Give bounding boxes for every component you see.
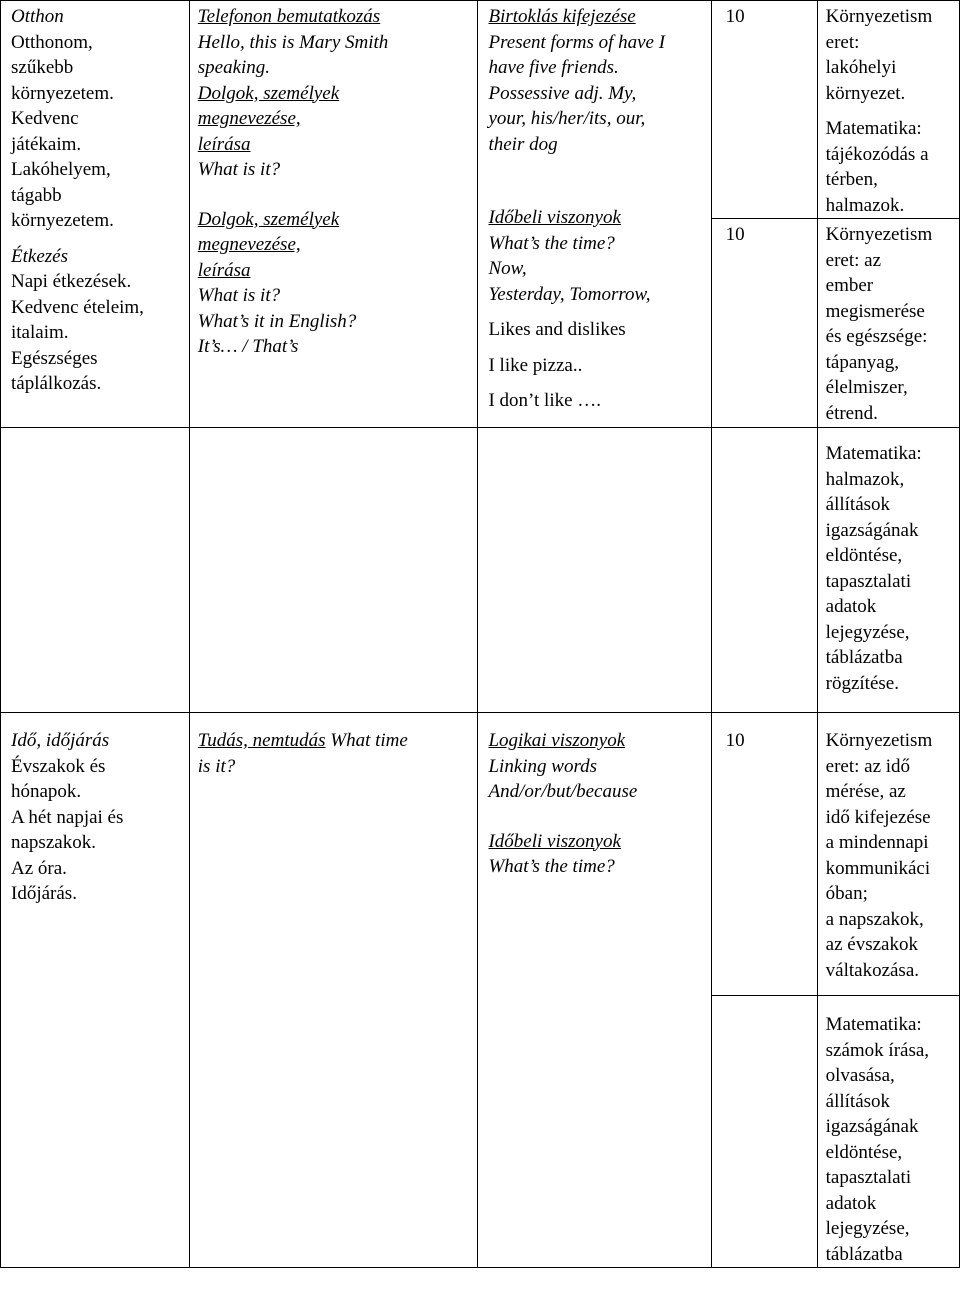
topic-line: A hét napjai és bbox=[11, 806, 124, 828]
cross-line: környezet. bbox=[825, 82, 906, 104]
cross-line: : bbox=[916, 1014, 922, 1035]
grammar-line: Yesterday, Tomorrow, bbox=[488, 283, 651, 305]
grammar-line: their dog bbox=[488, 133, 558, 155]
grammar-line: I like pizza.. bbox=[488, 354, 583, 376]
grammar-line: And/or/but/because bbox=[488, 781, 638, 802]
subject-label: Környezetism bbox=[825, 224, 933, 245]
empty-cell bbox=[189, 428, 478, 713]
cross-line: táblázatba bbox=[825, 647, 903, 668]
subject-label: eret: bbox=[825, 31, 860, 53]
cross-line: az bbox=[859, 249, 882, 271]
cross-curricular-cell bbox=[817, 996, 959, 1268]
cross-line: idő kifejezése bbox=[825, 806, 931, 828]
cross-curricular-cell bbox=[817, 1, 959, 219]
table-row bbox=[1, 1, 960, 219]
topic-title: Otthon bbox=[11, 6, 64, 27]
table-row bbox=[1, 713, 960, 996]
topic-title: Idő, időjárás bbox=[11, 730, 110, 751]
subject-label: eret bbox=[825, 755, 855, 777]
grammar-line: Likes and dislikes bbox=[488, 319, 626, 340]
cross-line: : az idő bbox=[854, 755, 911, 777]
subject-label: Matematika bbox=[825, 1014, 917, 1035]
cross-curricular-cell bbox=[817, 713, 959, 996]
grammar-line: Now, bbox=[488, 258, 527, 279]
function-line: It’s… / That’s bbox=[197, 336, 299, 357]
function-heading: megnevezése, bbox=[197, 108, 301, 129]
function-heading: leírása bbox=[197, 259, 251, 281]
function-heading: leírása bbox=[197, 133, 251, 155]
empty-cell bbox=[711, 428, 817, 713]
cross-line: megismerése bbox=[825, 300, 925, 322]
topic-line: táplálkozás. bbox=[11, 373, 102, 394]
cross-line: táblázatba bbox=[825, 1243, 903, 1265]
cross-line: rögzítése. bbox=[825, 672, 899, 694]
function-line: What time bbox=[325, 730, 408, 751]
topic-line: környezetem. bbox=[11, 210, 114, 231]
cross-line: élelmiszer, bbox=[825, 377, 908, 398]
cross-line: lejegyzése, bbox=[825, 621, 910, 643]
function-line: is it? bbox=[197, 755, 236, 777]
topic-line: Az óra. bbox=[11, 857, 67, 879]
grammar-line: have five friends. bbox=[488, 57, 619, 78]
grammar-heading: Időbeli viszonyok bbox=[488, 207, 621, 228]
cross-line: tápanyag, bbox=[825, 351, 899, 373]
function-line: What is it? bbox=[197, 285, 281, 306]
cross-line: számok írása, bbox=[825, 1039, 930, 1061]
cross-line: halmazok. bbox=[825, 194, 905, 216]
function-line: speaking. bbox=[197, 57, 271, 78]
subject-label: Környezetism bbox=[825, 6, 933, 27]
topic-cell bbox=[1, 1, 190, 428]
empty-cell bbox=[711, 996, 817, 1268]
hours-cell bbox=[711, 1, 817, 219]
topic-line: italaim. bbox=[11, 322, 69, 343]
functions-cell bbox=[189, 713, 478, 1268]
subject-label: Környezetism bbox=[825, 730, 933, 751]
topic-line: játékaim. bbox=[11, 133, 82, 155]
cross-line: lejegyzése, bbox=[825, 1218, 910, 1239]
function-line: What’s it in English? bbox=[197, 310, 357, 332]
cross-line: tapasztalati bbox=[825, 1167, 912, 1188]
grammar-line: What’s the time? bbox=[488, 232, 615, 254]
grammar-cell bbox=[478, 713, 711, 1268]
subject-label: Matematika: bbox=[825, 118, 922, 139]
grammar-line: Present forms of have I bbox=[488, 31, 666, 53]
grammar-heading: Időbeli viszonyok bbox=[488, 830, 621, 852]
table-row bbox=[1, 428, 960, 713]
topic-line: Évszakok és bbox=[11, 755, 106, 777]
cross-line: igazságának bbox=[825, 519, 919, 541]
subject-label: eret: bbox=[825, 249, 860, 271]
grammar-cell bbox=[478, 1, 711, 428]
cross-line: ember bbox=[825, 275, 874, 296]
grammar-heading: Logikai viszonyok bbox=[488, 730, 626, 751]
function-heading: megnevezése, bbox=[197, 234, 301, 255]
topic-title: Étkezés bbox=[11, 245, 68, 267]
topic-line: környezetem. bbox=[11, 82, 114, 104]
topic-line: Kedvenc ételeim, bbox=[11, 296, 144, 318]
cross-line: váltakozása. bbox=[825, 959, 920, 981]
cross-line: állítások bbox=[825, 1090, 891, 1112]
function-line: What is it? bbox=[197, 159, 281, 180]
cross-line: lakóhelyi bbox=[825, 57, 897, 78]
cross-line: mérése, az bbox=[825, 781, 906, 802]
cross-line: eldöntése, bbox=[825, 1141, 903, 1163]
topic-line: Egészséges bbox=[11, 347, 98, 369]
hours-cell bbox=[711, 713, 817, 996]
cross-line: óban; bbox=[825, 883, 868, 904]
cross-line: eldöntése, bbox=[825, 545, 903, 566]
topic-line: Lakóhelyem, bbox=[11, 159, 111, 180]
cross-curricular-cell bbox=[817, 219, 959, 428]
cross-line: halmazok, bbox=[825, 468, 905, 490]
cross-line: étrend. bbox=[825, 402, 878, 424]
functions-cell bbox=[189, 1, 478, 428]
topic-line: Otthonom, bbox=[11, 31, 93, 53]
grammar-line: your, his/her/its, our, bbox=[488, 108, 646, 129]
grammar-line: Possessive adj. My, bbox=[488, 82, 637, 104]
topic-line: Kedvenc bbox=[11, 108, 79, 129]
empty-cell bbox=[478, 428, 711, 713]
topic-cell bbox=[1, 713, 190, 1268]
grammar-heading: Birtoklás kifejezése bbox=[488, 6, 636, 27]
cross-line: olvasása, bbox=[825, 1065, 895, 1086]
cross-line: és egészsége: bbox=[825, 326, 928, 347]
topic-line: tágabb bbox=[11, 184, 62, 206]
cross-line: a napszakok, bbox=[825, 908, 924, 930]
cross-line: adatok bbox=[825, 1192, 877, 1214]
topic-line: Időjárás. bbox=[11, 883, 77, 904]
function-line: Hello, this is Mary Smith bbox=[197, 31, 389, 53]
function-heading: Dolgok, személyek bbox=[197, 82, 340, 104]
hours-cell bbox=[711, 219, 817, 428]
topic-line: Napi étkezések. bbox=[11, 271, 132, 292]
empty-cell bbox=[1, 428, 190, 713]
topic-line: hónapok. bbox=[11, 781, 82, 802]
subject-label: Matematika: bbox=[825, 443, 922, 464]
cross-line: adatok bbox=[825, 596, 877, 617]
hours-value: 10 bbox=[725, 730, 745, 751]
grammar-line: What’s the time? bbox=[488, 856, 615, 877]
grammar-line: Linking words bbox=[488, 755, 598, 777]
cross-line: térben, bbox=[825, 169, 878, 190]
cross-line: az évszakok bbox=[825, 934, 918, 955]
hours-value: 10 bbox=[725, 6, 745, 27]
cross-line: a mindennapi bbox=[825, 832, 929, 853]
topic-line: szűkebb bbox=[11, 57, 74, 78]
cross-curricular-cell bbox=[817, 428, 959, 713]
grammar-line: I don’t like …. bbox=[488, 390, 602, 411]
function-heading: Dolgok, személyek bbox=[197, 208, 340, 230]
topic-line: napszakok. bbox=[11, 832, 96, 853]
cross-line: tájékozódás a bbox=[825, 143, 929, 165]
function-heading: Tudás, nemtudás bbox=[197, 730, 326, 751]
cross-line: igazságának bbox=[825, 1116, 919, 1137]
function-heading: Telefonon bemutatkozás bbox=[197, 6, 381, 27]
cross-line: tapasztalati bbox=[825, 570, 912, 592]
cross-line: állítások bbox=[825, 494, 891, 515]
hours-value: 10 bbox=[725, 224, 745, 245]
cross-line: kommunikáci bbox=[825, 857, 931, 879]
